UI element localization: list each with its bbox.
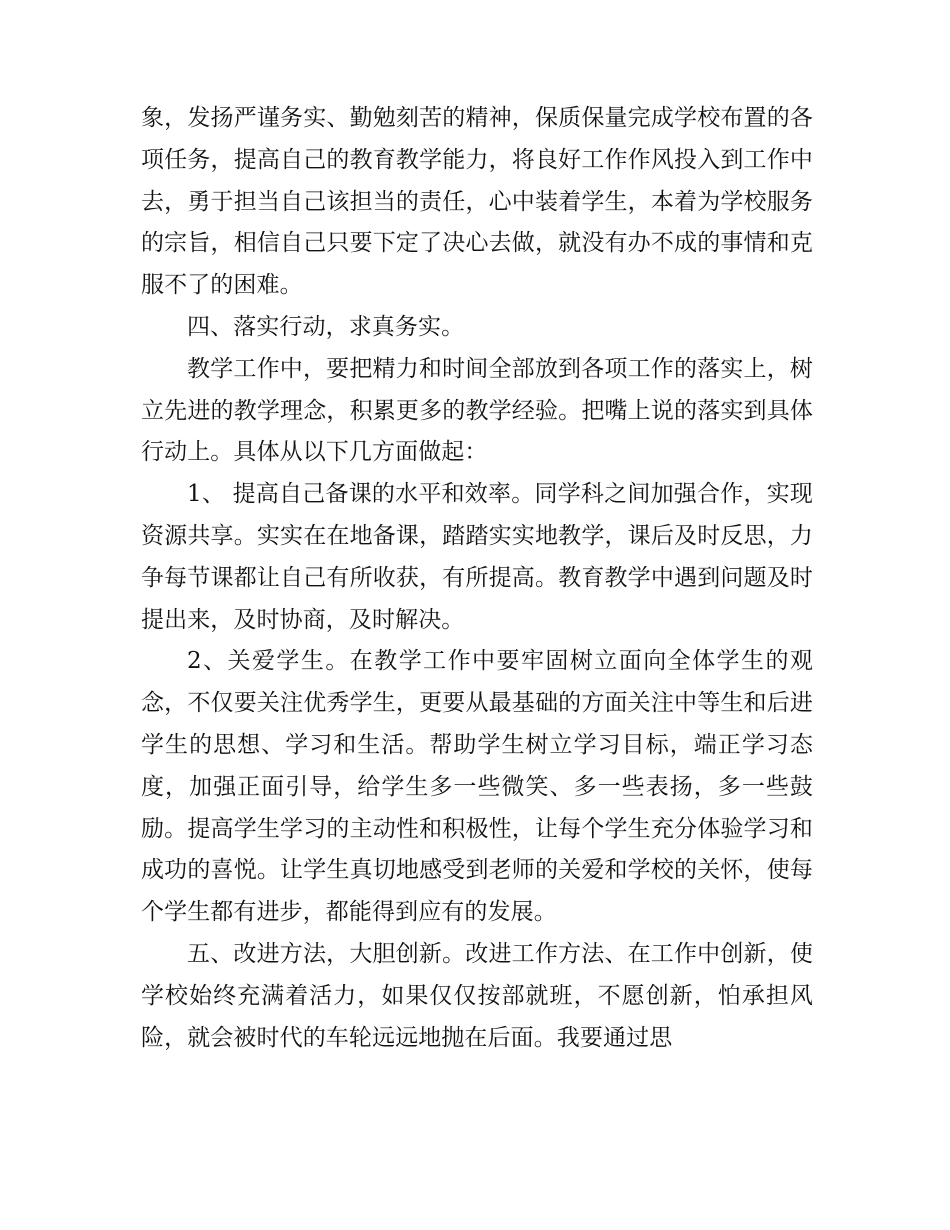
paragraph-continuation: 象，发扬严谨务实、勤勉刻苦的精神，保质保量完成学校布置的各项任务，提高自己的教育教学能力，将良好工作作风投入到工作中去，勇于担当自己该担当的责任，心中装着学生，本着为学校服务的宗旨，相信自己只要下定了决心去做，就没有办不成的事情和克服不了的困难。 <box>141 105 813 299</box>
section-heading-four: 四、落实行动，求真务实。 <box>187 313 465 340</box>
list-item-two: 2、关爱学生。在教学工作中要牢固树立面向全体学生的观念，不仅要关注优秀学生，更要从最基础的方面关注中等生和后进学生的思想、学习和生活。帮助学生树立学习目标，端正学习态度，加强正面引导，给学生多一些微笑、多一些表扬，多一些鼓励。提高学生学习的主动性和积极性，让每个学生充分体验学习和成功的喜悦。让学生真切地感受到老师的关爱和学校的关怀，使每个学生都有进步，都能得到应有的发展。 <box>141 648 813 926</box>
paragraph-teaching-work: 教学工作中，要把精力和时间全部放到各项工作的落实上，树立先进的教学理念，积累更多的教学经验。把嘴上说的落实到具体行动上。具体从以下几方面做起： <box>141 355 813 466</box>
document-page <box>141 98 813 1059</box>
list-item-one: 1、 提高自己备课的水平和效率。同学科之间加强合作，实现资源共享。实实在在地备课，踏踏实实地教学，课后及时反思，力争每节课都让自己有所收获，有所提高。教育教学中遇到问题及时提出来，及时协商，及时解决。 <box>141 481 813 633</box>
section-heading-five: 五、改进方法，大胆创新。改进工作方法、在工作中创新，使学校始终充满着活力，如果仅仅按部就班，不愿创新，怕承担风险，就会被时代的车轮远远地抛在后面。我要通过思 <box>141 940 813 1051</box>
